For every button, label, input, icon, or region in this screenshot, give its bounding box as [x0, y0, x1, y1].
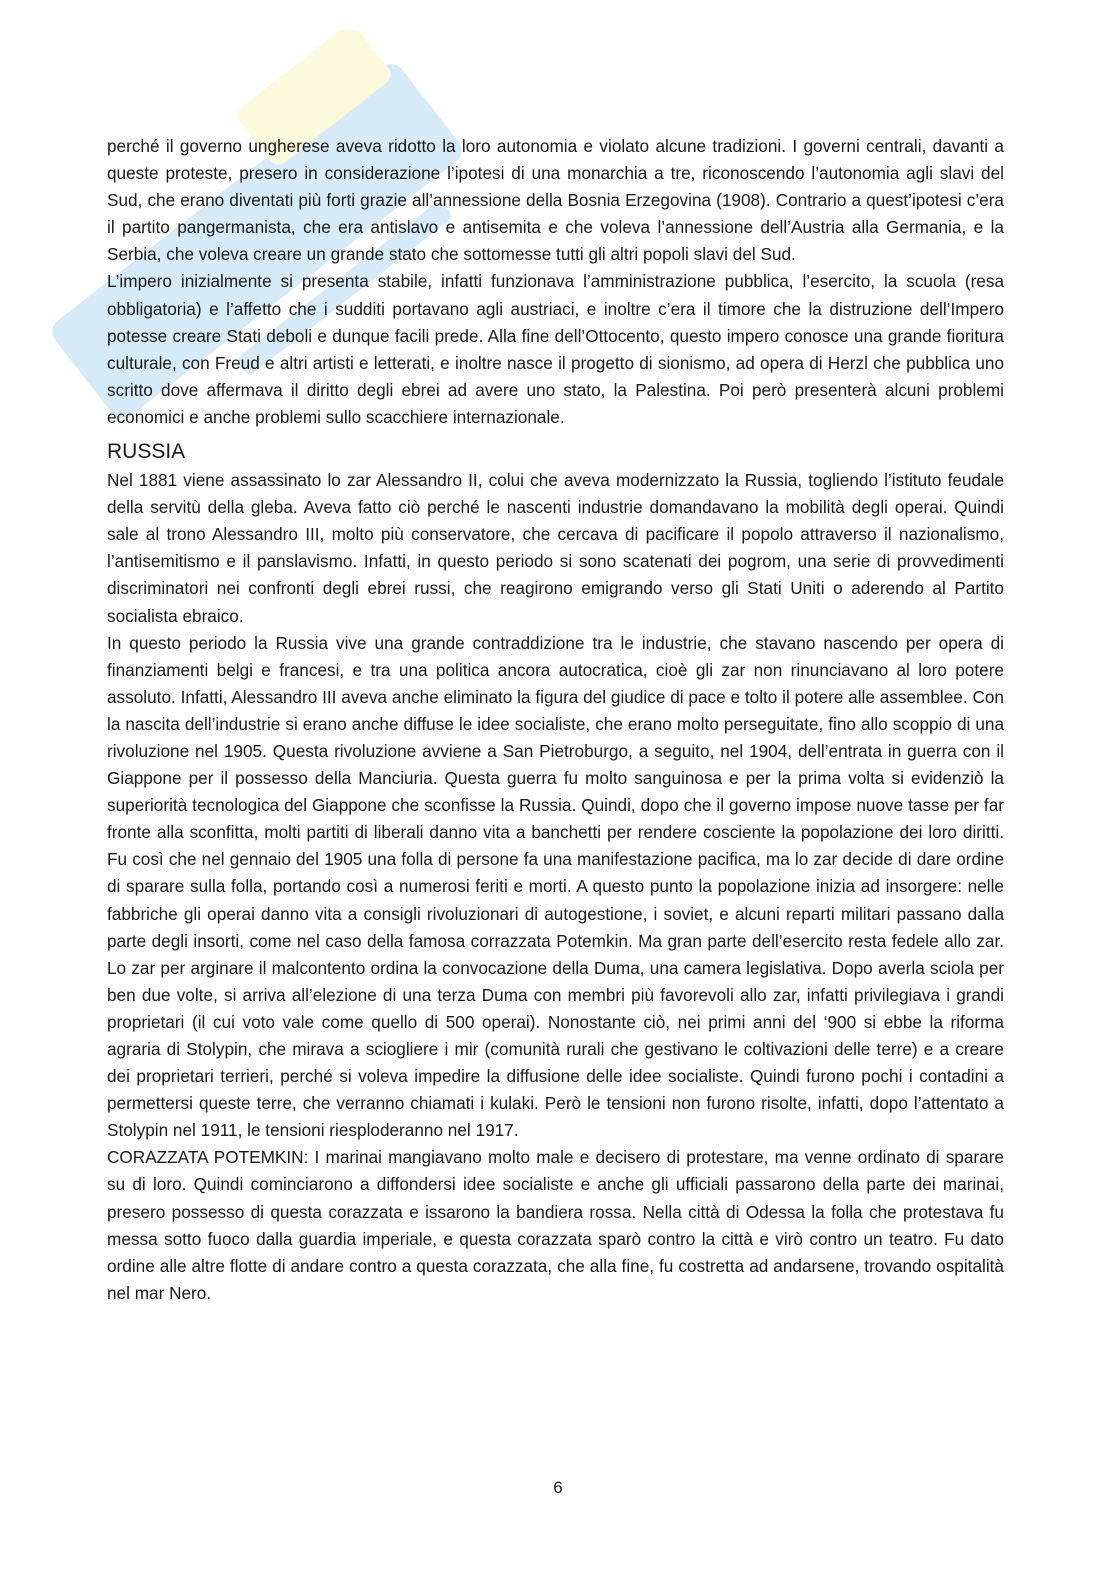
paragraph-russia-1: Nel 1881 viene assassinato lo zar Alessandro II, colui che aveva modernizzato la Russia, togliendo l’istituto feudale della servitù della gleba. Aveva fatto ciò perché le nascenti industrie domandavano la mobilità degli operai. Quindi sale al trono Alessandro III, molto più conservatore, che cercava di pacificare il popolo attraverso il nazionalismo, l’antisemitismo e il panslavismo. Infatti, in questo periodo si sono scatenati dei pogrom, una serie di provvedimenti discriminatori nei confronti degli ebrei russi, che reagirono emigrando verso gli Stati Uniti o aderendo al Partito socialista ebraico.	[107, 470, 1004, 626]
document-body	[107, 133, 1004, 1307]
paragraph-intro-1: perché il governo ungherese aveva ridotto la loro autonomia e violato alcune tradizioni. I governi centrali, davanti a queste proteste, presero in considerazione l’ipotesi di una monarchia a tre, riconoscendo l’autonomia agli slavi del Sud, che erano diventati più forti grazie all’annessione della Bosnia Erzegovina (1908). Contrario a quest’ipotesi c’era il partito pangermanista, che era antislavo e antisemita e che voleva l’annessione dell’Austria alla Germania, e la Serbia, che voleva creare un grande stato che sottomesse tutti gli altri popoli slavi del Sud.	[107, 136, 1004, 265]
paragraph-intro-2: L’impero inizialmente si presenta stabile, infatti funzionava l’amministrazione pubblica, l’esercito, la scuola (resa obbligatoria) e l’affetto che i sudditi portavano agli austriaci, e inoltre c’era il timore che la distruzione dell’Impero potesse creare Stati deboli e dunque facili prede. Alla fine dell’Ottocento, questo impero conosce una grande fioritura culturale, con Freud e altri artisti e letterati, e inoltre nasce il progetto di sionismo, ad opera di Herzl che pubblica uno scritto dove affermava il diritto degli ebrei ad avere uno stato, la Palestina. Poi però presenterà alcuni problemi economici e anche problemi sullo scacchiere internazionale.	[107, 271, 1004, 427]
paragraph-russia-2: In questo periodo la Russia vive una grande contraddizione tra le industrie, che stavano nascendo per opera di finanziamenti belgi e francesi, e tra una politica ancora autocratica, cioè gli zar non rinunciavano al loro potere assoluto. Infatti, Alessandro III aveva anche eliminato la figura del giudice di pace e tolto il potere alle assemblee. Con la nascita dell’industrie si erano anche diffuse le idee socialiste, che erano molto perseguitate, fino allo scoppio di una rivoluzione nel 1905. Questa rivoluzione avviene a San Pietroburgo, a seguito, nel 1904, dell’entrata in guerra con il Giappone per il possesso della Manciuria. Questa guerra fu molto sanguinosa e per la prima volta si evidenziò la superiorità tecnologica del Giappone che sconfisse la Russia. Quindi, dopo che il governo impose nuove tasse per far fronte alla sconfitta, molti partiti di liberali danno vita a banchetti per rendere cosciente la popolazione dei loro diritti. Fu così che nel gennaio del 1905 una folla di persone fa una manifestazione pacifica, ma lo zar decide di dare ordine di sparare sulla folla, portando così a numerosi feriti e morti. A questo punto la popolazione inizia ad insorgere: nelle fabbriche gli operai danno vita a consigli rivoluzionari di autogestione, i soviet, e alcuni reparti militari passano dalla parte degli insorti, come nel caso della famosa corrazzata Potemkin. Ma gran parte dell’esercito resta fedele allo zar. Lo zar per arginare il malcontento ordina la convocazione della Duma, una camera legislativa. Dopo averla sciola per ben due volte, si arriva all’elezione di una terza Duma con membri più favorevoli allo zar, infatti privilegiava i grandi proprietari (il cui voto vale come quello di 500 operai). Nonostante ciò, nei primi anni del ‘900 si ebbe la riforma agraria di Stolypin, che mirava a sciogliere i mir (comunità rurali che gestivano le coltivazioni delle terre) e a creare dei proprietari terrieri, perché si voleva impedire la diffusione delle idee socialiste. Quindi furono pochi i contadini a permettersi queste terre, che verranno chiamati i kulaki. Però le tensioni non furono risolte, infatti, dopo l’attentato a Stolypin nel 1911, le tensioni riesploderanno nel 1917.	[107, 632, 1004, 1141]
page-number: 6	[553, 1478, 563, 1497]
section-heading-russia: RUSSIA	[107, 440, 186, 464]
paragraph-corazzata-potemkin: CORAZZATA POTEMKIN: I marinai mangiavano molto male e decisero di protestare, ma venne ordinato di sparare su di loro. Quindi cominciarono a diffondersi idee socialiste e anche gli ufficiali passarono della parte dei marinai, presero possesso di questa corazzata e issarono la bandiera rossa. Nella città di Odessa la folla che protestava fu messa sotto fuoco dalla guardia imperiale, e questa corazzata sparò contro la città e virò contro un teatro. Fu dato ordine alle altre flotte di andare contro a questa corazzata, che alla fine, fu costretta ad andarsene, trovando ospitalità nel mar Nero.	[107, 1147, 1004, 1303]
